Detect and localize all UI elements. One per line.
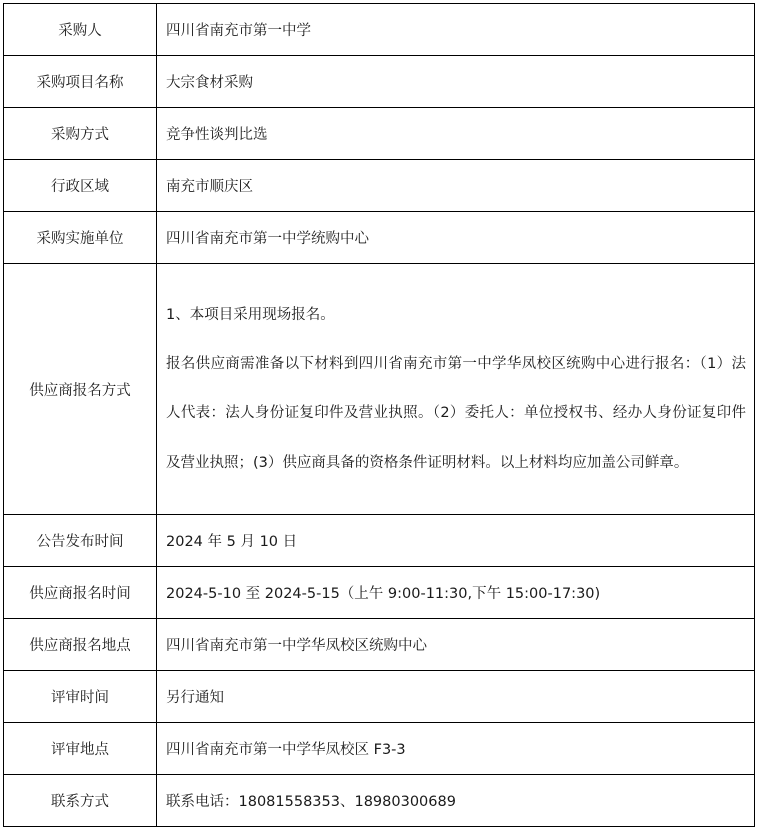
registration-method-text [166, 288, 746, 491]
table-row [4, 56, 755, 108]
row-label: 采购人 [4, 4, 157, 56]
procurement-info-table [3, 3, 755, 827]
row-value: 大宗食材采购 [157, 56, 755, 108]
row-label: 供应商报名地点 [4, 619, 157, 671]
row-value: 南充市顺庆区 [157, 160, 755, 212]
row-label: 采购项目名称 [4, 56, 157, 108]
table-row [4, 619, 755, 671]
table-row [4, 515, 755, 567]
table-row [4, 108, 755, 160]
row-label: 评审时间 [4, 671, 157, 723]
row-value: 竞争性谈判比选 [157, 108, 755, 160]
row-value: 另行通知 [157, 671, 755, 723]
row-label: 联系方式 [4, 775, 157, 827]
row-value: 联系电话：18081558353、18980300689 [157, 775, 755, 827]
row-label: 采购实施单位 [4, 212, 157, 264]
table-row [4, 4, 755, 56]
row-value: 四川省南充市第一中学统购中心 [157, 212, 755, 264]
row-value: 2024-5-10 至 2024-5-15（上午 9:00-11:30,下午 15:00-17:30) [157, 567, 755, 619]
table-row [4, 212, 755, 264]
row-value: 2024 年 5 月 10 日 [157, 515, 755, 567]
row-label: 公告发布时间 [4, 515, 157, 567]
table-row [4, 671, 755, 723]
paragraph: 报名供应商需准备以下材料到四川省南充市第一中学华凤校区统购中心进行报名：（1）法人代表：法人身份证复印件及营业执照。（2）委托人：单位授权书、经办人身份证复印件及营业执照；(3）供应商具备的资格条件证明材料。以上材料均应加盖公司鲜章。 [166, 355, 746, 471]
row-value: 四川省南充市第一中学 [157, 4, 755, 56]
row-value: 四川省南充市第一中学华凤校区 F3-3 [157, 723, 755, 775]
row-label: 供应商报名方式 [4, 264, 157, 515]
row-label: 行政区域 [4, 160, 157, 212]
row-value: 四川省南充市第一中学华凤校区统购中心 [157, 619, 755, 671]
row-value-multiline [157, 264, 755, 515]
row-label: 评审地点 [4, 723, 157, 775]
table-row [4, 567, 755, 619]
table-row [4, 264, 755, 515]
paragraph: 1、本项目采用现场报名。 [166, 306, 335, 323]
row-label: 采购方式 [4, 108, 157, 160]
table-row [4, 723, 755, 775]
table-row [4, 775, 755, 827]
row-label: 供应商报名时间 [4, 567, 157, 619]
table-row [4, 160, 755, 212]
